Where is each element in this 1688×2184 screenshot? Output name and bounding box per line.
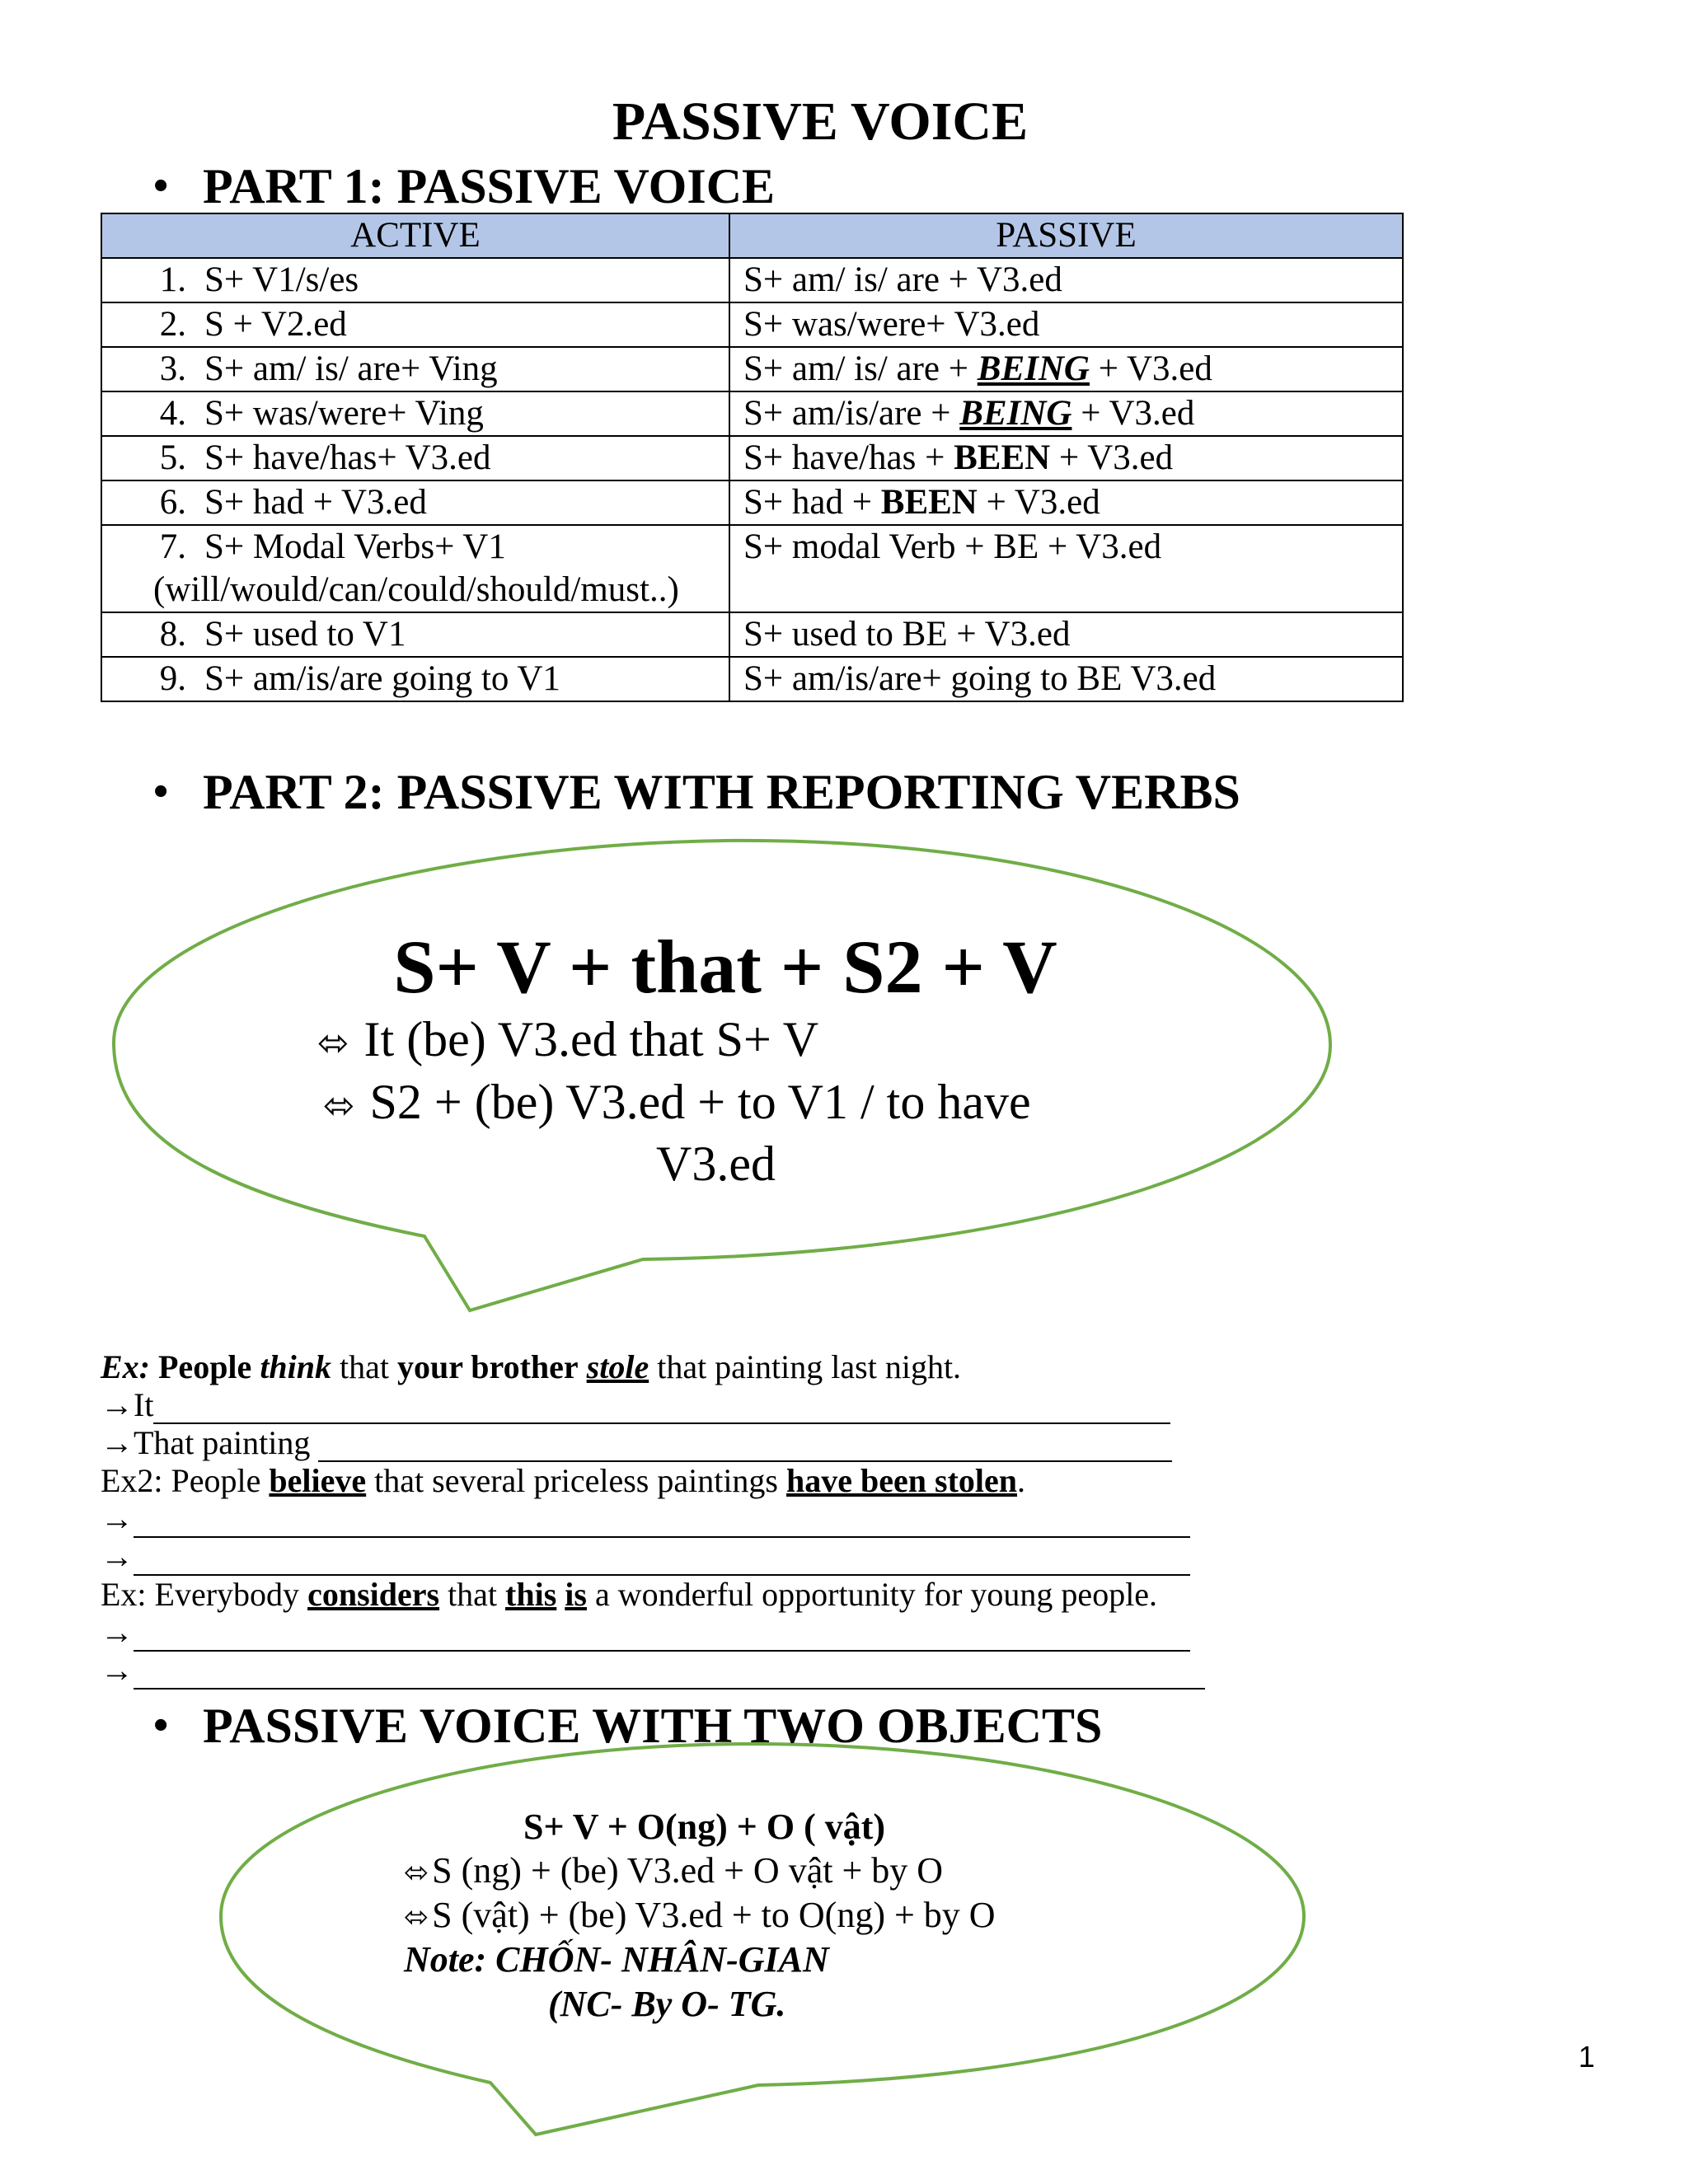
answer-line: [101, 1424, 1172, 1462]
passive-segment: S+ modal Verb + BE + V3.ed: [743, 527, 1162, 566]
passive-segment: BEING: [959, 394, 1072, 433]
answer-blank[interactable]: [134, 1617, 1190, 1652]
answer-line: [101, 1500, 1190, 1538]
equivalent-arrow-icon: ⬄: [317, 1020, 349, 1065]
row-number: 8.: [159, 615, 186, 654]
passive-segment: S+ am/is/are +: [743, 394, 960, 433]
bubble2-line-1: [404, 1849, 943, 1896]
ex1-word: think: [260, 1348, 332, 1385]
passive-segment: S+ used to BE + V3.ed: [743, 615, 1071, 654]
passive-segment: S+ am/ is/ are +: [743, 349, 978, 388]
example-1: [101, 1348, 961, 1386]
ex3-text: a wonderful opportunity for young people.: [594, 1576, 1158, 1613]
answer-blank[interactable]: [318, 1427, 1172, 1462]
bubble2-line-2-text: S (vật) + (be) V3.ed + to O(ng) + by O: [432, 1895, 996, 1935]
ex2-word: have been stolen: [786, 1462, 1017, 1499]
right-arrow-icon: →: [101, 1424, 134, 1461]
ex2-text: that several priceless paintings: [374, 1462, 778, 1499]
active-formula: S+ used to V1: [204, 615, 406, 654]
answer-line: [101, 1652, 1205, 1690]
passive-segment: + V3.ed: [1089, 349, 1212, 388]
answer-line: [101, 1386, 1170, 1424]
ex3-word: considers: [307, 1576, 440, 1613]
ex1-word: that: [340, 1348, 390, 1385]
ex1-word: stole: [586, 1348, 649, 1385]
passive-segment: S+ had +: [743, 483, 881, 522]
page-title: PASSIVE VOICE: [612, 91, 1029, 152]
row-number: 6.: [159, 483, 186, 522]
bullet-icon: •: [153, 1702, 169, 1749]
part3-heading-text: PASSIVE VOICE WITH TWO OBJECTS: [203, 1699, 1103, 1753]
ex2-word: believe: [269, 1462, 367, 1499]
answer-blank[interactable]: [134, 1655, 1205, 1690]
answer-prompt: It: [134, 1386, 154, 1423]
ex2-text: Ex2: People: [101, 1462, 261, 1499]
passive-segment: S+ was/were+ V3.ed: [743, 305, 1040, 344]
bubble-line-1-text: It (be) V3.ed that S+ V: [363, 1012, 819, 1066]
passive-segment: S+ am/is/are+ going to BE V3.ed: [743, 659, 1217, 698]
row-number: 3.: [159, 349, 186, 388]
equivalent-arrow-icon: ⬄: [404, 1856, 429, 1890]
bullet-icon: •: [153, 162, 169, 209]
answer-blank[interactable]: [153, 1390, 1170, 1424]
row-number: 2.: [159, 305, 186, 344]
bubble-line-2: [323, 1071, 1031, 1137]
ex1-word: People: [158, 1348, 252, 1385]
ex1-word: your brother: [397, 1348, 579, 1385]
active-formula: S+ V1/s/es: [204, 260, 359, 299]
passive-segment: S+ am/ is/ are + V3.ed: [743, 260, 1062, 299]
bubble-line-1: [317, 1008, 818, 1074]
passive-segment: + V3.ed: [1050, 438, 1174, 477]
active-formula: S + V2.ed: [204, 305, 347, 344]
passive-segment: BEING: [977, 349, 1090, 388]
bubble2-line-2: [404, 1893, 996, 1940]
bubble2-note: Note: CHỐN- NHÂN-GIAN: [404, 1939, 829, 1980]
answer-prompt: That painting: [134, 1424, 311, 1461]
part2-heading-text: PART 2: PASSIVE WITH REPORTING VERBS: [203, 765, 1240, 819]
bubble-line-3: V3.ed: [656, 1137, 776, 1191]
passive-segment: + V3.ed: [1071, 394, 1195, 433]
active-formula: S+ have/has+ V3.ed: [204, 438, 491, 477]
passive-segment: BEEN: [954, 438, 1051, 477]
bubble2-note-2: (NC- By O- TG.: [548, 1984, 786, 2024]
ex3-text: that: [448, 1576, 498, 1613]
bubble-line-2-text: S2 + (be) V3.ed + to V1 / to have: [369, 1075, 1031, 1129]
header-active: ACTIVE: [101, 213, 729, 258]
active-formula: S+ am/is/are going to V1: [204, 659, 560, 698]
answer-blank[interactable]: [134, 1503, 1190, 1538]
ex3-word: this: [505, 1576, 557, 1613]
bubble2-main-formula: S+ V + O(ng) + O ( vật): [523, 1807, 886, 1847]
right-arrow-icon: →: [101, 1614, 134, 1651]
example-3: [101, 1576, 1157, 1614]
active-formula: S+ was/were+ Ving: [204, 394, 484, 433]
passive-segment: BEEN: [880, 483, 978, 522]
equivalent-arrow-icon: ⬄: [323, 1083, 355, 1127]
part1-heading-text: PART 1: PASSIVE VOICE: [203, 159, 776, 213]
right-arrow-icon: →: [101, 1386, 134, 1423]
passive-segment: S+ have/has +: [743, 438, 954, 477]
active-formula-line2: (will/would/can/could/should/must..): [153, 570, 679, 609]
ex1-word: that painting last night.: [657, 1348, 962, 1385]
active-formula: S+ Modal Verbs+ V1: [204, 527, 506, 566]
right-arrow-icon: →: [101, 1538, 134, 1575]
passive-segment: + V3.ed: [977, 483, 1100, 522]
example-label: Ex:: [101, 1348, 150, 1385]
ex3-word: is: [565, 1576, 587, 1613]
row-number: 5.: [159, 438, 186, 477]
bubble2-line-1-text: S (ng) + (be) V3.ed + O vật + by O: [432, 1850, 944, 1891]
row-number: 1.: [159, 260, 186, 299]
active-formula: S+ am/ is/ are+ Ving: [204, 349, 498, 388]
page-number: 1: [1578, 2040, 1596, 2074]
right-arrow-icon: →: [101, 1500, 134, 1537]
row-number: 9.: [159, 659, 186, 698]
example-2: [101, 1462, 1025, 1500]
ex3-text: Ex: Everybody: [101, 1576, 300, 1613]
active-formula: S+ had + V3.ed: [204, 483, 427, 522]
right-arrow-icon: →: [101, 1652, 134, 1689]
answer-line: [101, 1538, 1190, 1576]
ex2-text: .: [1017, 1462, 1025, 1499]
row-number: 7.: [159, 527, 186, 566]
equivalent-arrow-icon: ⬄: [404, 1900, 429, 1934]
bubble-main-formula: S+ V + that + S2 + V: [393, 925, 1057, 1009]
header-passive: PASSIVE: [729, 213, 1403, 258]
bullet-icon: •: [153, 768, 169, 815]
answer-blank[interactable]: [134, 1541, 1190, 1576]
answer-line: [101, 1614, 1190, 1652]
row-number: 4.: [159, 394, 186, 433]
